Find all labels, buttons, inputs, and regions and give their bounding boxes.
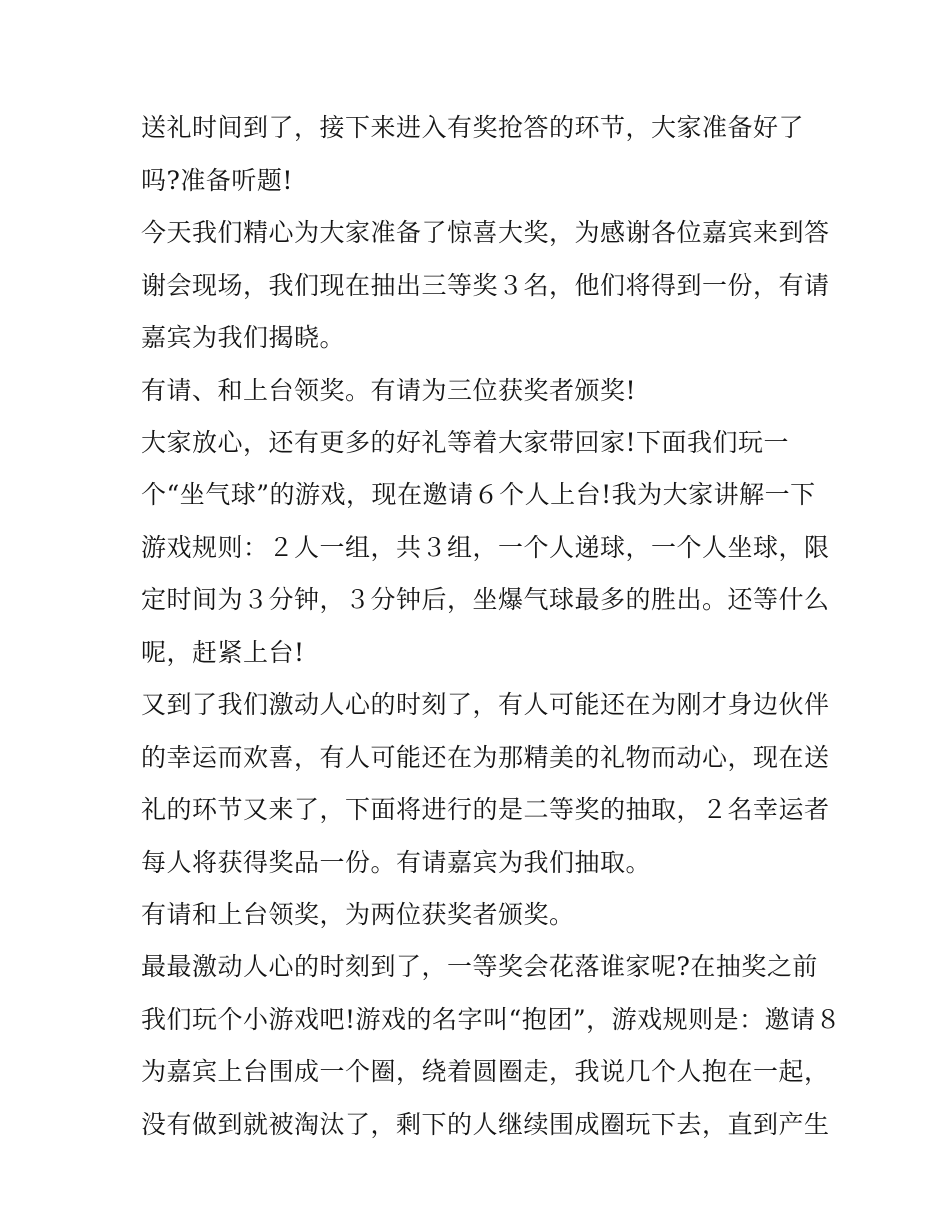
text-line-20: 没有做到就被淘汰了，剩下的人继续围成圈玩下去，直到产生 [141, 1110, 830, 1139]
text-line-3: 今天我们精心为大家准备了惊喜大奖，为感谢各位嘉宾来到答 [141, 218, 830, 247]
text-line-14: 礼的环节又来了，下面将进行的是二等奖的抽取，２名幸运者 [141, 795, 830, 824]
text-line-6: 有请、和上台领奖。有请为三位获奖者颁奖! [141, 376, 637, 405]
text-line-13: 的幸运而欢喜，有人可能还在为那精美的礼物而动心，现在送 [141, 743, 830, 772]
text-line-7: 大家放心，还有更多的好礼等着大家带回家!下面我们玩一 [141, 428, 790, 457]
text-line-15: 每人将获得奖品一份。有请嘉宾为我们抽取。 [141, 848, 652, 877]
text-line-19: 为嘉宾上台围成一个圈，绕着圆圈走，我说几个人抱在一起， [141, 1057, 830, 1086]
text-line-16: 有请和上台领奖，为两位获奖者颁奖。 [141, 900, 575, 929]
text-line-1: 送礼时间到了，接下来进入有奖抢答的环节，大家准备好了 [141, 113, 805, 142]
text-line-2: 吗?准备听题! [141, 166, 293, 195]
text-line-12: 又到了我们激动人心的时刻了，有人可能还在为刚才身边伙伴 [141, 690, 830, 719]
text-line-18: 我们玩个小游戏吧!游戏的名字叫“抱团”，游戏规则是：邀请８ [141, 1005, 842, 1034]
text-line-10: 定时间为３分钟，３分钟后，坐爆气球最多的胜出。还等什么 [141, 585, 830, 614]
text-line-4: 谢会现场，我们现在抽出三等奖３名，他们将得到一份，有请 [141, 271, 830, 300]
text-line-9: 游戏规则：２人一组，共３组，一个人递球，一个人坐球，限 [141, 533, 830, 562]
text-line-5: 嘉宾为我们揭晓。 [141, 323, 346, 352]
text-line-8: 个“坐气球”的游戏，现在邀请６个人上台!我为大家讲解一下 [141, 480, 816, 509]
text-line-17: 最最激动人心的时刻到了，一等奖会花落谁家呢?在抽奖之前 [141, 952, 818, 981]
text-line-11: 呢，赶紧上台! [141, 638, 305, 667]
